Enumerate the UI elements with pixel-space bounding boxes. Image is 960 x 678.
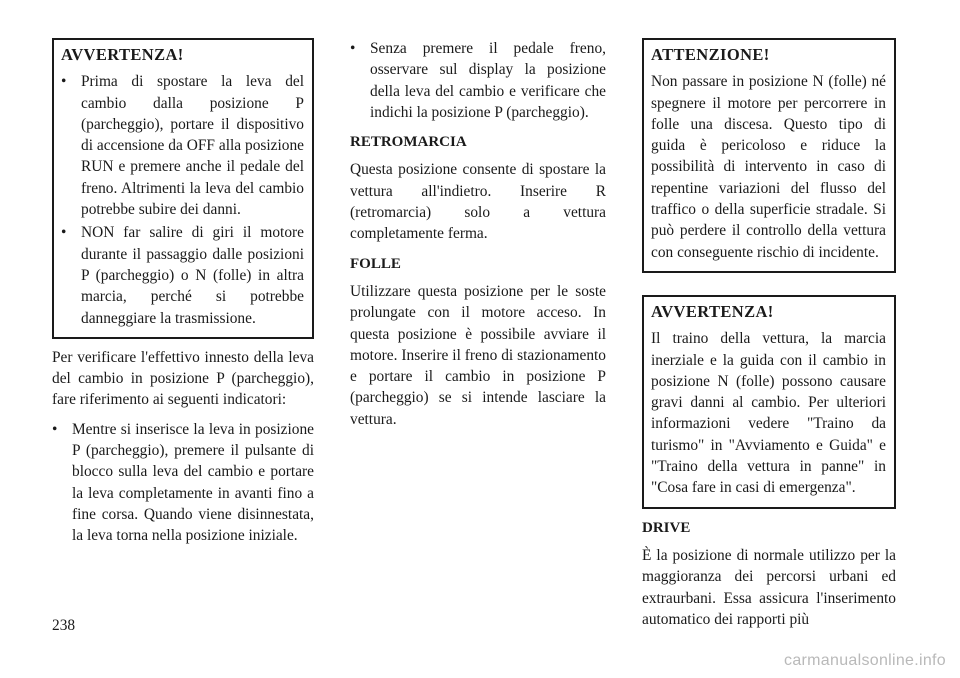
warning-box bbox=[52, 38, 314, 339]
column-left bbox=[52, 38, 314, 547]
bullet-icon: • bbox=[350, 40, 356, 57]
warning-box bbox=[642, 295, 896, 509]
warning-box-title: AVVERTENZA! bbox=[651, 301, 774, 321]
section-heading-drive: DRIVE bbox=[642, 519, 691, 536]
section-heading-folle: FOLLE bbox=[350, 255, 401, 272]
drive-paragraph: È la posizione di normale utilizzo per la maggioranza dei percorsi urbani ed extraurbani. Essa assicura l'inserimento automatico dei rapporti più bbox=[642, 546, 896, 628]
caution-box bbox=[642, 38, 896, 273]
warning-list bbox=[61, 71, 304, 329]
list-item-text: NON far salire di giri il motore durante il passaggio dalle posizioni P (parcheggio) o N (folle) in altra marcia, perché si potrebbe danneggiare la trasmissione. bbox=[81, 224, 304, 327]
page-number: 238 bbox=[52, 617, 76, 634]
list-item bbox=[61, 222, 304, 328]
list-item-text: Mentre si inserisce la leva in posizione P (parcheggio), premere il pulsante di blocco sulla leva del cambio e portare la leva completamente in avanti fino a fine corsa. Quando viene disinnestata, la leva torna nella posizione iniziale. bbox=[72, 420, 314, 545]
warning-box-title: AVVERTENZA! bbox=[61, 45, 184, 64]
list-item bbox=[52, 419, 314, 547]
watermark: carmanualsonline.info bbox=[784, 652, 946, 669]
column-right bbox=[642, 38, 896, 630]
retromarcia-paragraph: Questa posizione consente di spostare la vettura all'indietro. Inserire R (retromarcia) solo a vettura completamente ferma. bbox=[350, 161, 606, 243]
bullet-icon: • bbox=[52, 420, 58, 438]
caution-box-title: ATTENZIONE! bbox=[651, 45, 770, 64]
body-paragraph: Per verificare l'effettivo innesto della leva del cambio in posizione P (parcheggio), fare riferimento ai seguenti indicatori: bbox=[52, 348, 314, 409]
list-item-text: Senza premere il pedale freno, osservare sul display la posizione della leva del cambio e verificare che indichi la posizione P (parcheggio). bbox=[370, 40, 606, 121]
folle-paragraph: Utilizzare questa posizione per le soste prolungate con il motore acceso. In questa posizione è possibile avviare il motore. Inserire il freno di stazionamento e portare il cambio in posizione P (parcheggio) se si intende lasciare la vettura. bbox=[350, 282, 606, 428]
bullet-icon: • bbox=[61, 224, 67, 242]
warning-box-text: Il traino della vettura, la marcia inerziale e la guida con il cambio in posizione N (folle) possono causare gravi danni al cambio. Per ulteriori informazioni vedere "Traino da turismo" in "Avviamento e Guida" e "Traino della vettura in panne" in "Cosa fare in casi di emergenza". bbox=[651, 330, 886, 497]
column-middle bbox=[350, 38, 606, 430]
section-heading-retromarcia: RETROMARCIA bbox=[350, 134, 467, 151]
bullet-icon: • bbox=[61, 73, 67, 91]
list-item-text: Prima di spostare la leva del cambio dalla posizione P (parcheggio), portare il dispositivo di accensione da OFF alla posizione RUN e premere anche il pedale del freno. Altrimenti la leva del cambio potrebbe subire dei danni. bbox=[81, 73, 304, 219]
indicator-list bbox=[52, 419, 314, 547]
indicator-list-continued bbox=[350, 38, 606, 123]
caution-box-text: Non passare in posizione N (folle) né spegnere il motore per percorrere in folle una discesa. Questo tipo di guida è pericoloso e riduce la possibilità di intervento in caso di repentine variazioni del flusso del traffico o della superficie stradale. Si può perdere il controllo della vettura con conseguente rischio di incidente. bbox=[651, 73, 886, 261]
list-item bbox=[350, 38, 606, 123]
list-item bbox=[61, 71, 304, 220]
